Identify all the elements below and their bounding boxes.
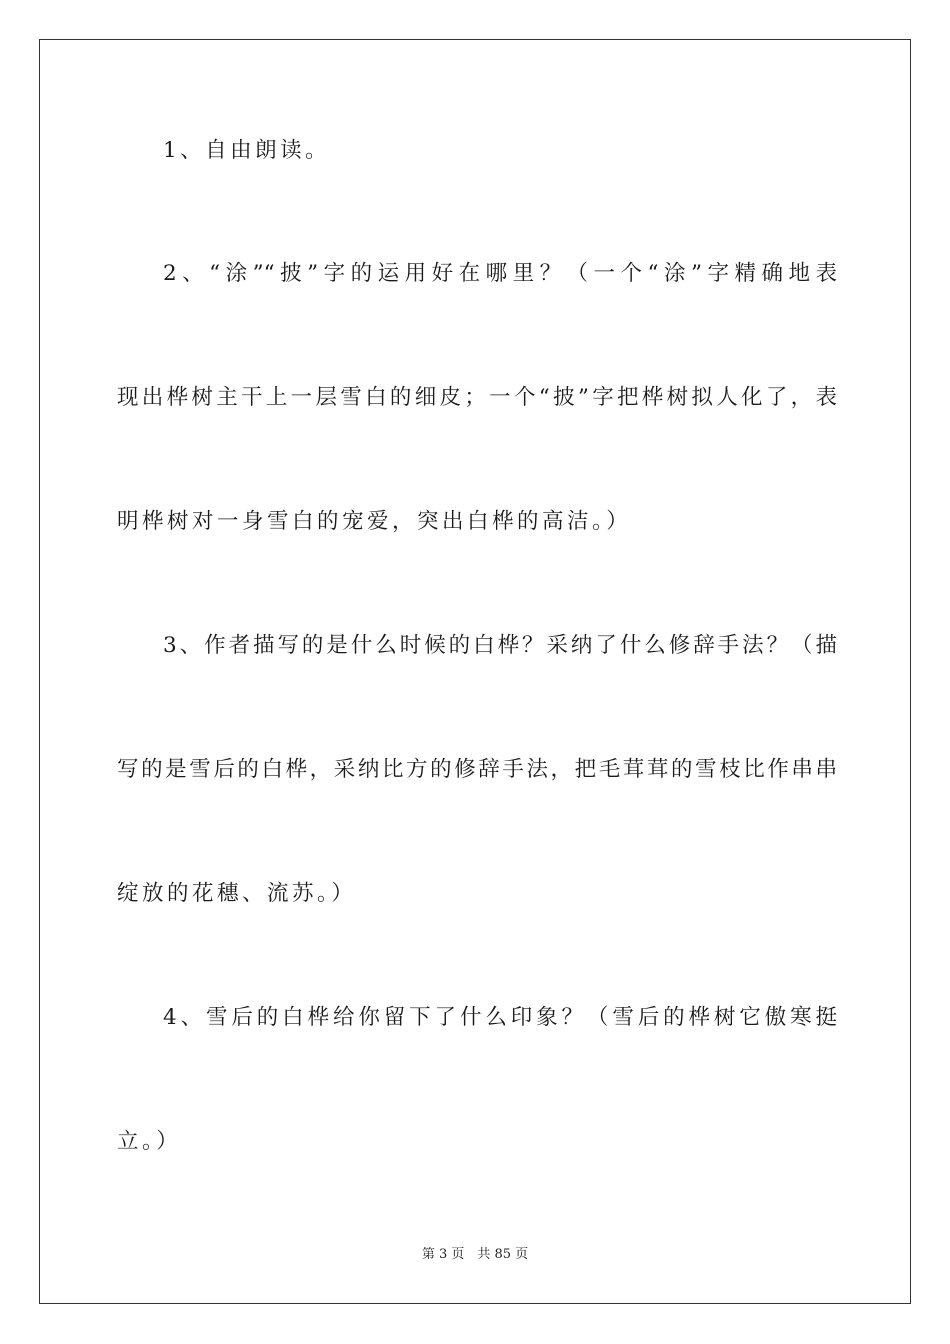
paragraph-1-line-1: 1、自由朗读。 — [163, 138, 331, 163]
page-footer: 第 3 页 共 85 页 — [421, 1247, 529, 1262]
paragraph-3-line-3: 绽放的花穗、流苏。） — [117, 881, 357, 906]
paragraph-2-line-3: 明桦树对一身雪白的宠爱，突出白桦的高洁。） — [117, 509, 632, 534]
paragraph-3-line-1: 3、作者描写的是什么时候的白桦？采纳了什么修辞手法？（描 — [163, 633, 837, 658]
paragraph-4-line-2: 立。） — [117, 1129, 182, 1154]
paragraph-2-line-2: 现出桦树主干上一层雪白的细皮；一个“披”字把桦树拟人化了，表 — [117, 385, 837, 410]
page-frame — [39, 39, 911, 1304]
paragraph-3-line-2: 写的是雪后的白桦，采纳比方的修辞手法，把毛茸茸的雪枝比作串串 — [117, 757, 837, 782]
paragraph-4-line-1: 4、雪后的白桦给你留下了什么印象？（雪后的桦树它傲寒挺 — [163, 1005, 837, 1030]
paragraph-2-line-1: 2、“涂”“披”字的运用好在哪里？（一个“涂”字精确地表 — [163, 261, 837, 286]
